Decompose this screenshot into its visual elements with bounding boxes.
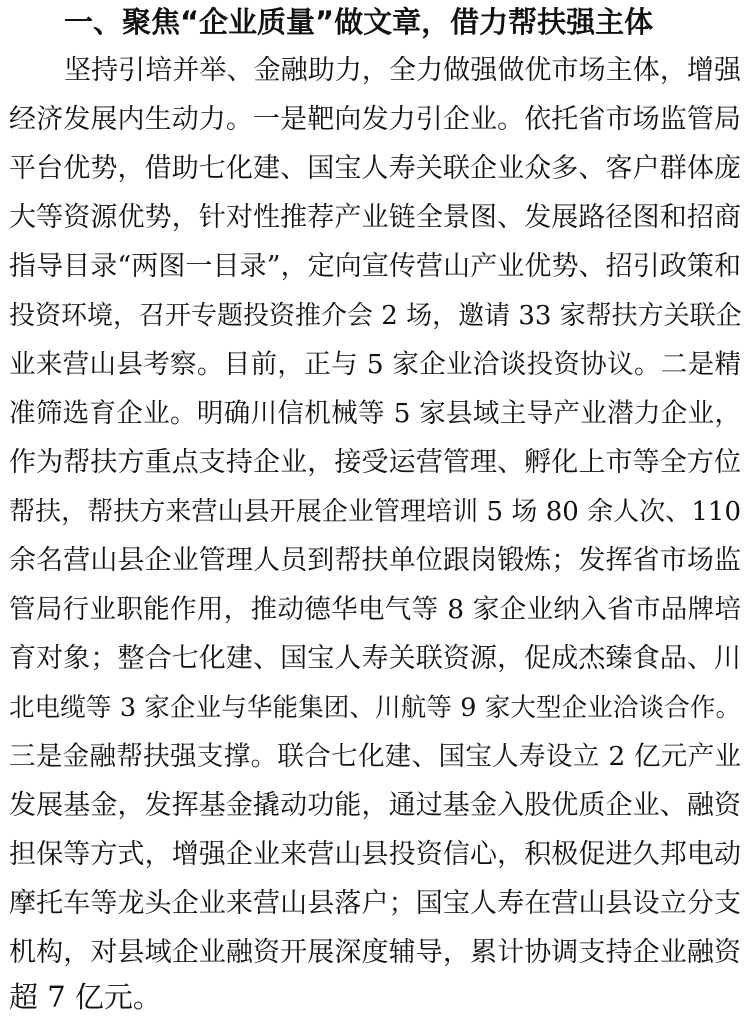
paragraph-line-4: 大等资源优势，针对性推荐产业链全景图、发展路径图和招商 [9,202,741,233]
paragraph-line-7: 业来营山县考察。目前，正与 5 家企业洽谈投资协议。二是精 [9,349,741,380]
paragraph-line-17: 担保等方式，增强企业来营山县投资信心，积极促进久邦电动 [9,839,741,870]
paragraph-line-10: 帮扶，帮扶方来营山县开展企业管理培训 5 场 80 余人次、110 [9,497,741,527]
paragraph-line-6: 投资环境，召开专题投资推介会 2 场，邀请 33 家帮扶方关联企 [9,301,742,331]
paragraph-line-19: 机构，对县域企业融资开展深度辅导，累计协调支持企业融资 [9,937,741,968]
paragraph-line-14: 北电缆等 3 家企业与华能集团、川航等 9 家大型企业洽谈合作。 [9,693,741,723]
paragraph-line-16: 发展基金，发挥基金撬动功能，通过基金入股优质企业、融资 [9,790,741,821]
paragraph-line-11: 余名营山县企业管理人员到帮扶单位跟岗锻炼；发挥省市场监 [9,545,741,576]
section-heading: 一、聚焦“企业质量”做文章，借力帮扶强主体 [64,5,654,39]
paragraph-line-1: 坚持引培并举、金融助力，全力做强做优市场主体，增强 [64,55,741,86]
paragraph-line-3: 平台优势，借助七化建、国宝人寿关联企业众多、客户群体庞 [9,153,741,184]
paragraph-line-12: 管局行业职能作用，推动德华电气等 8 家企业纳入省市品牌培 [9,594,741,625]
paragraph-line-2: 经济发展内生动力。一是靶向发力引企业。依托省市场监管局 [9,104,741,135]
paragraph-line-15: 三是金融帮扶强支撑。联合七化建、国宝人寿设立 2 亿元产业 [9,741,741,772]
paragraph-line-8: 准筛选育企业。明确川信机械等 5 家县域主导产业潜力企业， [9,398,741,429]
paragraph-line-18: 摩托车等龙头企业来营山县落户；国宝人寿在营山县设立分支 [9,888,741,919]
paragraph-line-5: 指导目录“两图一目录”，定向宣传营山产业优势、招引政策和 [9,251,741,282]
paragraph-line-20: 超 7 亿元。 [9,980,162,1014]
paragraph-line-13: 育对象；整合七化建、国宝人寿关联资源，促成杰臻食品、川 [9,643,741,674]
paragraph-line-9: 作为帮扶方重点支持企业，接受运营管理、孵化上市等全方位 [9,447,741,478]
